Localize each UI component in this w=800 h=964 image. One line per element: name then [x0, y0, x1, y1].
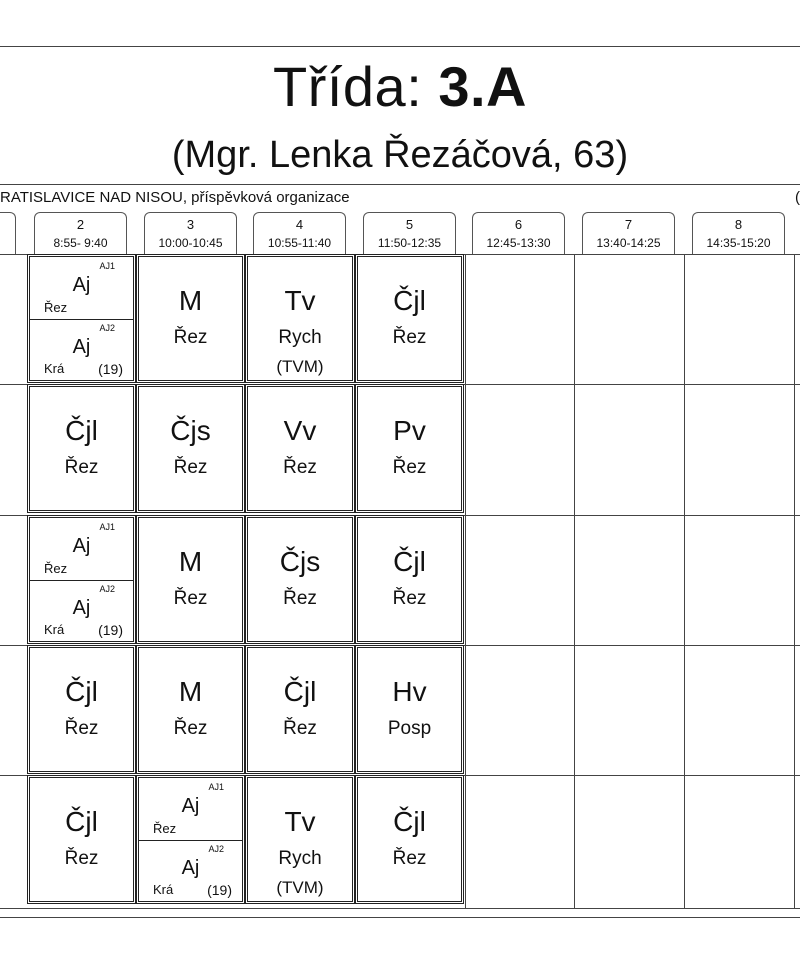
teacher: Řez [64, 457, 99, 478]
group-label: AJ1 [99, 261, 115, 271]
teacher: Krá [44, 361, 65, 376]
column-separator [574, 254, 575, 908]
group-lesson [30, 319, 133, 381]
top-rule [0, 46, 800, 47]
subject: Čjl [283, 676, 317, 707]
group-label: AJ2 [208, 843, 224, 854]
period-header [472, 212, 565, 254]
title-prefix: Třída: [273, 55, 439, 118]
group-label: AJ1 [99, 522, 115, 532]
grid-top-line [0, 254, 800, 255]
school-right-text: ( [795, 189, 800, 206]
lesson-cell [357, 777, 462, 902]
period-time: 8:55- 9:40 [53, 236, 108, 250]
teacher: Řez [392, 588, 427, 609]
group-label: AJ1 [208, 782, 224, 792]
room: (TVM) [276, 357, 324, 376]
teacher: Řez [153, 820, 177, 836]
period-header [692, 212, 785, 254]
subject: Aj [72, 596, 91, 619]
teacher: Řez [392, 457, 427, 478]
lesson-cell [29, 777, 134, 902]
group-label: AJ2 [99, 583, 115, 594]
subject: Čjs [279, 546, 321, 577]
period-header [253, 212, 346, 254]
room: (19) [98, 361, 123, 377]
group-label: AJ2 [99, 322, 115, 333]
school-top-rule [0, 184, 800, 185]
subject: Čjl [65, 415, 98, 446]
teacher: Řez [173, 327, 208, 348]
split-lesson-cell [138, 777, 243, 902]
teacher: Řez [173, 588, 208, 609]
group-lesson [139, 778, 242, 841]
lesson-cell [357, 517, 462, 642]
teacher: Posp [387, 718, 432, 739]
teacher: Řez [283, 457, 317, 478]
class-teacher-subtitle: (Mgr. Lenka Řezáčová, 63) [171, 134, 629, 176]
period-number: 4 [295, 217, 304, 232]
subject: Čjl [65, 676, 98, 707]
subject: Čjs [170, 415, 211, 446]
subject: M [178, 676, 203, 707]
lesson-cell [247, 386, 353, 511]
period-time: 13:40-14:25 [596, 236, 661, 250]
room: (TVM) [276, 878, 324, 897]
subject: Čjl [393, 806, 426, 837]
grid-bottom-line [0, 908, 800, 909]
subject: Vv [283, 415, 317, 446]
column-separator [465, 254, 466, 908]
subject: Hv [392, 676, 427, 707]
bottom-rule [0, 917, 800, 918]
teacher: Řez [173, 457, 208, 478]
period-header [363, 212, 456, 254]
lesson-cell [247, 256, 353, 381]
period-time: 10:00-10:45 [158, 236, 223, 250]
split-lesson-cell [29, 256, 134, 381]
row-separator [0, 645, 800, 646]
period-header [582, 212, 675, 254]
period-header [34, 212, 127, 254]
class-name: 3.A [438, 55, 527, 118]
teacher: Řez [173, 718, 208, 739]
teacher: Rych [278, 848, 322, 869]
period-header [144, 212, 237, 254]
teacher: Řez [392, 327, 427, 348]
period-number: 3 [186, 217, 195, 232]
period-number: 8 [734, 217, 743, 232]
period-number: 5 [405, 217, 414, 232]
room: (19) [98, 622, 123, 638]
subject: Aj [72, 535, 91, 557]
subject: Aj [72, 274, 91, 296]
subject: Čjl [65, 806, 98, 837]
subject: Aj [181, 856, 200, 879]
group-lesson [30, 518, 133, 581]
subject: Čjl [393, 546, 426, 577]
lesson-cell [247, 517, 353, 642]
subject: Aj [72, 335, 91, 358]
period-time: 12:45-13:30 [486, 236, 551, 250]
teacher: Krá [44, 622, 65, 637]
lesson-cell [29, 386, 134, 511]
subject: Tv [284, 806, 316, 837]
period-time: 14:35-15:20 [706, 236, 771, 250]
row-separator [0, 775, 800, 776]
split-lesson-cell [29, 517, 134, 642]
column-separator [794, 254, 795, 908]
group-lesson [30, 257, 133, 320]
lesson-cell [138, 256, 243, 381]
lesson-cell [138, 647, 243, 772]
subject: M [178, 546, 203, 577]
teacher: Řez [44, 299, 68, 315]
teacher: Řez [283, 718, 317, 739]
page-title [0, 52, 800, 122]
lesson-cell [29, 647, 134, 772]
row-separator [0, 384, 800, 385]
group-lesson [30, 580, 133, 642]
teacher: Řez [283, 588, 317, 609]
period-number: 6 [514, 217, 523, 232]
column-separator [684, 254, 685, 908]
period-time: 11:50-12:35 [377, 236, 442, 250]
subject: M [178, 285, 203, 316]
lesson-cell [357, 386, 462, 511]
teacher: Rych [278, 327, 322, 348]
subject: Aj [181, 795, 200, 817]
subject: Pv [393, 415, 426, 446]
lesson-cell [247, 647, 353, 772]
teacher: Řez [64, 718, 99, 739]
teacher: Řez [64, 848, 99, 869]
teacher: Řez [392, 848, 427, 869]
lesson-cell [138, 386, 243, 511]
period-number: 2 [76, 217, 85, 232]
lesson-cell [357, 256, 462, 381]
period-time: 10:55-11:40 [267, 236, 332, 250]
subject: Tv [284, 285, 316, 316]
period-number: 7 [624, 217, 633, 232]
room: (19) [207, 882, 232, 898]
period-header [0, 212, 16, 254]
teacher: Řez [44, 560, 68, 576]
row-separator [0, 515, 800, 516]
lesson-cell [138, 517, 243, 642]
lesson-cell [247, 777, 353, 902]
teacher: Krá [153, 882, 174, 897]
group-lesson [139, 840, 242, 902]
subject: Čjl [393, 285, 426, 316]
school-name: RATISLAVICE NAD NISOU, příspěvková organizace [0, 189, 350, 206]
period-time [0, 217, 15, 231]
lesson-cell [357, 647, 462, 772]
